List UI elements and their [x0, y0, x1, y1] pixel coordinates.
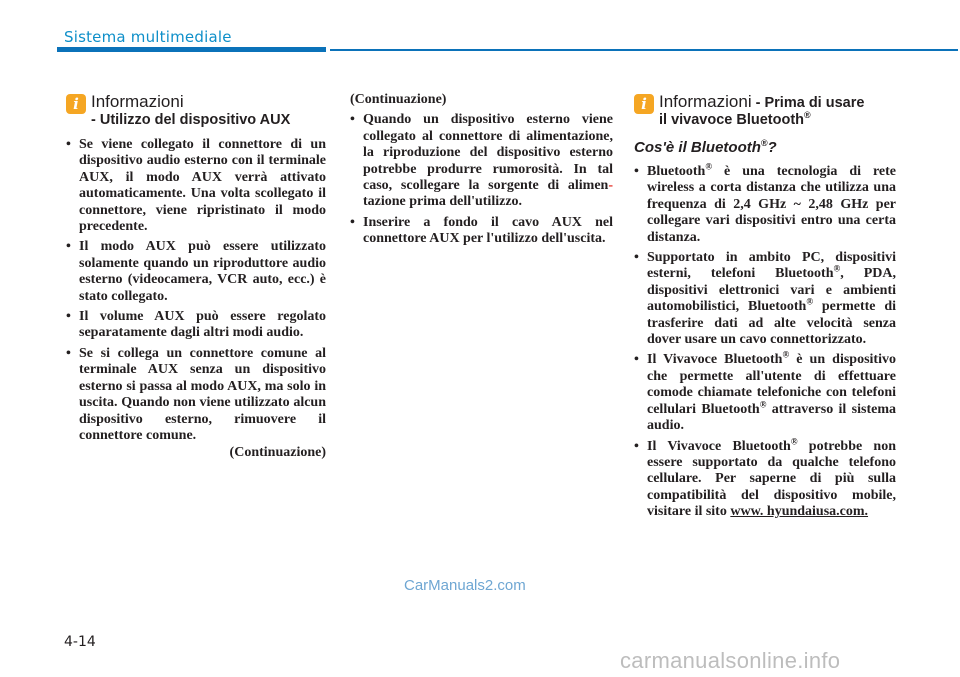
registered-mark: ® [782, 349, 790, 360]
info-subtitle: - Prima di usare [751, 95, 865, 111]
info-subtitle-line2 [659, 112, 896, 129]
column-left [66, 92, 326, 462]
info-icon: i [66, 94, 86, 114]
watermark-logo: CarManuals2.com [404, 577, 526, 594]
bullet-text: Il Vivavoce Bluetooth [647, 438, 791, 454]
aux-bullet-list-continued [350, 112, 613, 247]
registered-mark: ® [790, 435, 798, 446]
info-heading-bluetooth [634, 92, 896, 129]
registered-mark: ® [833, 263, 841, 274]
bluetooth-bullet-list [634, 161, 896, 521]
list-item: • Inserire a fondo il cavo AUX nel connettore AUX per l'utilizzo dell'uscita. [350, 215, 613, 248]
continued-label: (Continuazione) [229, 445, 326, 461]
list-item: • Se viene collegato il connettore di un dispositivo audio esterno con il terminale AUX, il modo AUX verrà attivato automaticamente. Una volta scollegato il connettore, viene ripristinato il modo precedente. [66, 137, 326, 235]
list-item: • Se si collega un connettore comune al terminale AUX senza un dispositivo esterno si passa al modo AUX, ma solo in uscita. Quando non viene utilizzato alcun dispositivo esterno, rimuovere il connettore comune. [66, 346, 326, 444]
list-item [350, 112, 613, 210]
question-text: Cos'è il Bluetooth [634, 139, 761, 156]
column-right [634, 92, 896, 525]
question-heading [634, 139, 896, 156]
registered-mark: ® [806, 296, 814, 307]
bullet-text: Supportato in ambito PC, dispositivi esterni, telefoni Bluetooth [647, 250, 896, 282]
bullet-text: è una tecnologia di rete wireless a corta distanza che utilizza una frequenza di 2,4 GHz ~ 2,48 GHz per collegare vari dispositivi entro una certa distanza. [647, 164, 896, 245]
info-icon: i [634, 94, 654, 114]
page-number: 4-14 [64, 634, 96, 650]
section-title: Sistema multimediale [64, 28, 232, 46]
website-link[interactable]: www. hyundaiusa.com. [730, 504, 869, 520]
registered-mark: ® [760, 138, 768, 148]
list-item [634, 161, 896, 246]
list-item [634, 435, 896, 521]
bullet-text: Bluetooth [647, 164, 706, 179]
header-rule-light [330, 49, 958, 51]
subtitle-text: il vivavoce Bluetooth [659, 112, 805, 128]
column-middle [350, 92, 613, 252]
bullet-text: è un dispositivo che permette all'utente di effettuare comode chiamate telefoniche con telefoni cellulari Bluetooth [647, 352, 896, 417]
bullet-text: Quando un dispositivo esterno viene collegato al connettore di alimentazione, la riproduzione del dispositivo esterno potrebbe produrre rumorosità. In tal caso, scollegare la sorgente di alimen [363, 112, 613, 194]
info-heading-aux [66, 92, 326, 129]
info-subtitle: - Utilizzo del dispositivo AUX [91, 112, 291, 128]
bullet-text: permette di trasferire dati ad alte velocità senza dover usare un cavo connettorizzato. [647, 299, 896, 348]
list-item: • Il modo AUX può essere utilizzato solamente quando un riproduttore audio esterno (videocamera, VCR auto, ecc.) è stato collegato. [66, 239, 326, 305]
bullet-text: , PDA, dispositivi elettronici vari e ambienti automobilistici, Bluetooth [647, 266, 896, 315]
header-rule-dark [57, 47, 326, 52]
list-item: • Il volume AUX può essere regolato separatamente dagli altri modi audio. [66, 309, 326, 342]
registered-mark: ® [804, 110, 811, 121]
info-title: Informazioni [91, 92, 184, 111]
bullet-text: attraverso il sistema audio. [647, 401, 896, 434]
continued-label: (Continuazione) [350, 92, 447, 107]
site-watermark: carmanualsonline.info [620, 648, 841, 673]
list-item [634, 349, 896, 434]
question-mark: ? [767, 139, 777, 156]
bullet-text: Il Vivavoce Bluetooth [647, 352, 783, 368]
bullet-text: tazione prima dell'utilizzo. [363, 194, 523, 210]
bullet-text: potrebbe non essere supportato da qualche telefono cellulare. Per saperne di più sulla compatibilità del dispositivo mobile, visitare il sito [647, 438, 896, 520]
info-title: Informazioni [659, 92, 752, 111]
registered-mark: ® [705, 161, 713, 172]
registered-mark: ® [759, 399, 767, 410]
aux-bullet-list [66, 137, 326, 444]
list-item [634, 250, 896, 348]
hyphen-mark: - [608, 178, 613, 194]
